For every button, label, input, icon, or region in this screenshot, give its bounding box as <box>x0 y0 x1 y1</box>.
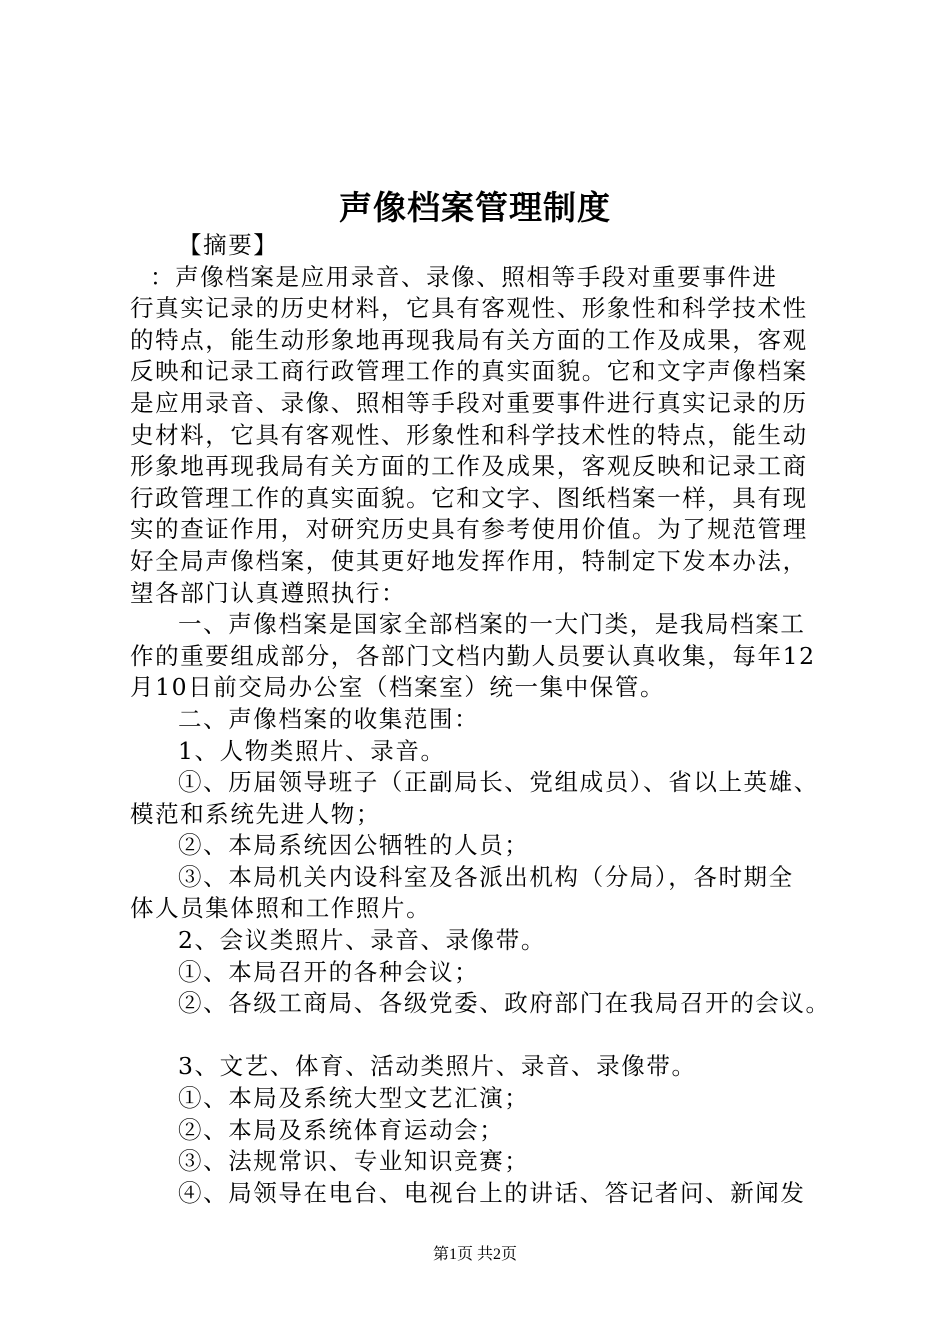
abstract-line: 史材料，它具有客观性、形象性和科学技术性的特点，能生动 <box>130 420 808 449</box>
list-heading: 1、人物类照片、录音。 <box>178 736 446 765</box>
list-item: ②、本局系统因公牺牲的人员； <box>178 831 530 860</box>
abstract-heading: 【摘要】 <box>178 231 279 259</box>
list-item: ③、法规常识、专业知识竞赛； <box>178 1147 530 1176</box>
abstract-line: 形象地再现我局有关方面的工作及成果，客观反映和记录工商 <box>130 452 808 481</box>
abstract-line: 望各部门认真遵照执行： <box>130 578 407 607</box>
list-item: ③、本局机关内设科室及各派出机构（分局），各时期全 <box>178 862 794 891</box>
page-number-footer: 第1页 共2页 <box>432 1246 517 1263</box>
abstract-line: 好全局声像档案，使其更好地发挥作用，特制定下发本办法， <box>130 546 808 575</box>
abstract-line: 反映和记录工商行政管理工作的真实面貌。它和文字声像档案 <box>130 357 808 386</box>
abstract-line: ：声像档案是应用录音、录像、照相等手段对重要事件进 <box>150 262 778 291</box>
section-1-line: 一、声像档案是国家全部档案的一大门类，是我局档案工 <box>178 610 806 639</box>
list-item: ②、各级工商局、各级党委、政府部门在我局召开的会议。 <box>178 989 831 1018</box>
blank-line <box>130 1020 835 1052</box>
section-1-line: 月10日前交局办公室（档案室）统一集中保管。 <box>130 673 666 702</box>
list-item: ①、本局及系统大型文艺汇演； <box>178 1084 530 1113</box>
list-item: ②、本局及系统体育运动会； <box>178 1115 505 1144</box>
list-item: ①、本局召开的各种会议； <box>178 957 480 986</box>
document-body <box>130 230 835 1209</box>
abstract-line: 实的查证作用，对研究历史具有参考使用价值。为了规范管理 <box>130 515 808 544</box>
section-2-heading: 二、声像档案的收集范围： <box>178 704 480 733</box>
list-heading: 3、文艺、体育、活动类照片、录音、录像带。 <box>178 1052 697 1081</box>
section-1-line: 作的重要组成部分，各部门文档内勤人员要认真收集，每年12 <box>130 641 816 670</box>
abstract-line: 的特点，能生动形象地再现我局有关方面的工作及成果，客观 <box>130 325 808 354</box>
list-heading: 2、会议类照片、录音、录像带。 <box>178 926 546 955</box>
abstract-line: 行政管理工作的真实面貌。它和文字、图纸档案一样，具有现 <box>130 483 808 512</box>
list-item-continued: 体人员集体照和工作照片。 <box>130 894 432 923</box>
list-item: ④、局领导在电台、电视台上的讲话、答记者问、新闻发 <box>178 1178 806 1207</box>
document-title: 声像档案管理制度 <box>339 188 611 227</box>
list-item: ①、历届领导班子（正副局长、党组成员）、省以上英雄、 <box>178 768 819 797</box>
abstract-line: 是应用录音、录像、照相等手段对重要事件进行真实记录的历 <box>130 388 808 417</box>
list-item-continued: 模范和系统先进人物； <box>130 799 381 828</box>
abstract-line: 行真实记录的历史材料，它具有客观性、形象性和科学技术性 <box>130 294 808 323</box>
